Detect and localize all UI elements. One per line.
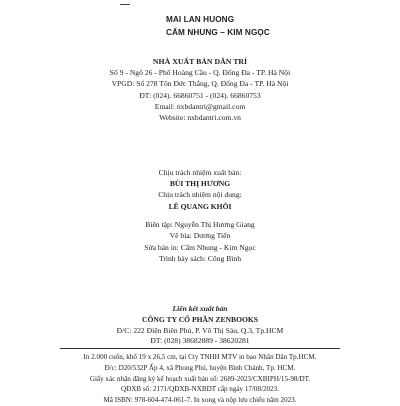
printing-info-block	[60, 352, 340, 406]
publishing-decision-line: QĐXB số: 2171/QĐXB-NXBDT cấp ngày 17/08/2023.	[121, 385, 279, 394]
partner-label: Liên kết xuất bản	[172, 304, 228, 313]
partner-address: Đ/C: 222 Điện Biên Phủ, P. Võ Thị Sáu, Q.3, Tp.HCM	[116, 325, 284, 335]
responsibility-block	[60, 167, 340, 212]
content-responsibility-name: LÊ QUANG KHÔI	[168, 201, 232, 211]
print-run-line: In 2.000 cuốn, khổ 19 x 26,5 cm, tại Cty TNHH MTV in bao Nhân Dân Tp.HCM.	[83, 353, 317, 361]
publisher-block	[60, 56, 340, 123]
author-line-2: CẨM NHUNG – KIM NGỌC	[166, 27, 270, 37]
printer-address-line: Đ/c: D20/532P Ấp 4, xã Phong Phú, huyện Bình Chánh, Tp. HCM.	[104, 363, 296, 372]
partner-block	[60, 304, 340, 347]
content-responsibility-label: Chịu trách nhiệm nội dung:	[158, 190, 242, 200]
registration-line: Giấy xác nhận đăng ký kế hoạch xuất bản số: 2689-2023/CXBIPH/15-98/DT.	[89, 374, 311, 383]
publisher-office-address: VPGD: Số 278 Tôn Đức Thắng, Q. Đống Đa - TP. Hà Nội	[111, 79, 289, 89]
editor-line: Biên tập: Nguyễn Thị Hương Giang	[145, 220, 255, 229]
publisher-phone: ĐT: (024). 66860751 - (024). 66860753	[139, 90, 261, 100]
publisher-address: Số 9 - Ngõ 26 - Phố Hoàng Cầu - Q. Đống Đa - TP. Hà Nội	[109, 68, 291, 78]
publishing-responsibility-name: BÙI THỊ HƯƠNG	[169, 179, 231, 189]
proofreader-line: Sửa bản in: Cẩm Nhung - Kim Ngọc	[144, 242, 256, 252]
author-line-1: MAI LAN HUONG	[166, 15, 235, 24]
publishing-responsibility-label: Chịu trách nhiệm xuất bản:	[158, 168, 242, 177]
publisher-name: NHÀ XUẤT BẢN DÂN TRÍ	[152, 57, 248, 66]
authors-block	[166, 14, 366, 39]
publisher-website: Website: nxbdantri.com.vn	[159, 113, 241, 123]
crop-mark	[120, 0, 130, 5]
layout-designer-line: Trình bày sách: Công Bình	[159, 254, 241, 264]
partner-phone: ĐT: (028) 38682889 - 38620281	[150, 336, 250, 346]
divider-line	[60, 348, 340, 349]
staff-block	[60, 219, 340, 265]
isbn-line: Mã ISBN: 978-604-474-061-7. In xong và nộp lưu chiểu năm 2023.	[103, 396, 297, 405]
partner-company: CÔNG TY CỔ PHẦN ZENBOOKS	[141, 314, 259, 324]
cover-illustrator-line: Vẽ bìa: Dương Tiến	[169, 231, 231, 241]
publisher-email: Email: nxbdantri@gmail.com	[154, 101, 246, 111]
